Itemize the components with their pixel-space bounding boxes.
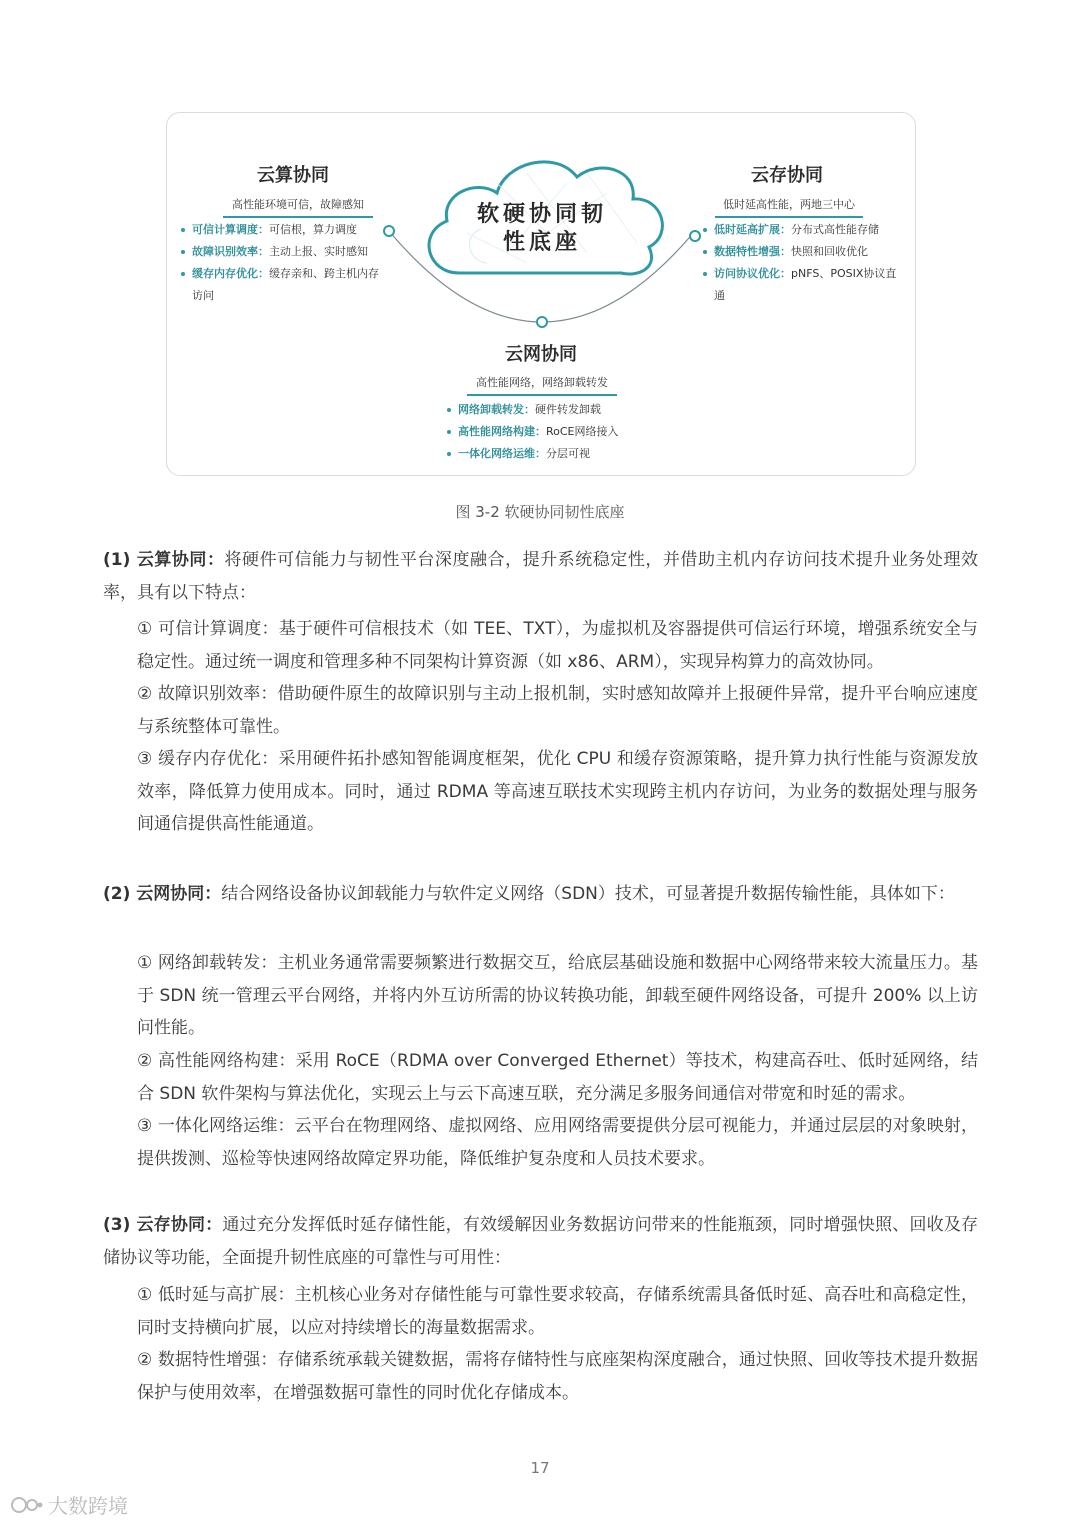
list-item: 可信计算调度：可信根，算力调度 [179,219,389,241]
storage-subtitle: 低时延高性能，两地三中心 [715,196,863,218]
section-2-item-3: ③ 一体化网络运维：云平台在物理网络、虚拟网络、应用网络需要提供分层可视能力，并通过层层的对象映射，提供拨测、巡检等快速网络故障定界功能，降低维护复杂度和人员技术要求。 [137,1116,978,1169]
network-subtitle: 高性能网络，网络卸载转发 [467,374,617,396]
list-item: 访问协议优化：pNFS、POSIX协议直通 [701,263,899,307]
section-heading: (2) 云网协同： [103,884,222,904]
compute-subtitle: 高性能环境可信，故障感知 [223,196,373,218]
watermark-logo-icon [10,1494,44,1516]
section-2-item-1: ① 网络卸载转发：主机业务通常需要频繁进行数据交互，给底层基础设施和数据中心网络带来较大流量压力。基于 SDN 统一管理云平台网络，并将内外互访所需的协议转换功能，卸载至硬件网络设备，可提升 200% 以上访问性能。 [137,953,979,1038]
network-list [445,399,665,465]
storage-list [701,219,901,307]
section-1-item-1: ① 可信计算调度：基于硬件可信根技术（如 TEE、TXT），为虚拟机及容器提供可信运行环境，增强系统安全与稳定性。通过统一调度和管理多种不同架构计算资源（如 x86、ARM），实现异构算力的高效协同。 [137,619,978,672]
section-3-item-1: ① 低时延与高扩展：主机核心业务对存储性能与可靠性要求较高，存储系统需具备低时延、高吞吐和高稳定性，同时支持横向扩展，以应对持续增长的海量数据需求。 [137,1285,978,1338]
network-title: 云网协同 [505,344,577,365]
list-item: 低时延高扩展：分布式高性能存储 [701,219,901,241]
section-heading: (3) 云存协同： [103,1215,223,1235]
watermark [10,1490,128,1519]
compute-list [179,219,389,307]
cloud-title: 软硬协同韧性底座 [476,202,607,255]
section-3-item-2: ② 数据特性增强：存储系统承载关键数据，需将存储特性与底座架构深度融合，通过快照、回收等技术提升数据保护与使用效率，在增强数据可靠性的同时优化存储成本。 [137,1350,978,1403]
section-2-intro: (2) 云网协同：结合网络设备协议卸载能力与软件定义网络（SDN）技术，可显著提升数据传输性能，具体如下： [103,884,955,904]
list-item: 故障识别效率：主动上报、实时感知 [179,241,389,263]
section-heading: (1) 云算协同： [103,550,225,570]
node-right [690,231,700,241]
watermark-text: 大数跨境 [48,1494,128,1518]
list-item: 一体化网络运维：分层可视 [445,443,665,465]
section-1-item-3: ③ 缓存内存优化：采用硬件拓扑感知智能调度框架，优化 CPU 和缓存资源策略，提升算力执行性能与资源发放效率，降低算力使用成本。同时，通过 RDMA 等高速互联技术实现跨主机内存访问，为业务的数据处理与服务间通信提供高性能通道。 [137,749,978,834]
section-3-intro: (3) 云存协同：通过充分发挥低时延存储性能，有效缓解因业务数据访问带来的性能瓶颈，同时增强快照、回收及存储协议等功能，全面提升韧性底座的可靠性与可用性： [103,1215,978,1268]
list-item: 缓存内存优化：缓存亲和、跨主机内存访问 [179,263,382,307]
compute-title: 云算协同 [257,165,329,186]
section-1-item-2: ② 故障识别效率：借助硬件原生的故障识别与主动上报机制，实时感知故障并上报硬件异常，提升平台响应速度与系统整体可靠性。 [137,684,978,737]
figure-caption: 图 3-2 软硬协同韧性底座 [455,503,625,521]
storage-title: 云存协同 [751,165,823,186]
list-item: 数据特性增强：快照和回收优化 [701,241,901,263]
section-2-item-2: ② 高性能网络构建：采用 RoCE（RDMA over Converged Ethernet）等技术，构建高吞吐、低时延网络，结合 SDN 软件架构与算法优化，实现云上与云下高速互联，充分满足多服务间通信对带宽和时延的需求。 [137,1051,978,1104]
node-bottom [537,317,547,327]
list-item: 网络卸载转发：硬件转发卸载 [445,399,665,421]
page-number: 17 [530,1459,550,1477]
section-1-intro: (1) 云算协同：将硬件可信能力与韧性平台深度融合，提升系统稳定性，并借助主机内存访问技术提升业务处理效率，具有以下特点： [103,550,978,603]
list-item: 高性能网络构建：RoCE网络接入 [445,421,665,443]
architecture-figure [166,112,916,476]
